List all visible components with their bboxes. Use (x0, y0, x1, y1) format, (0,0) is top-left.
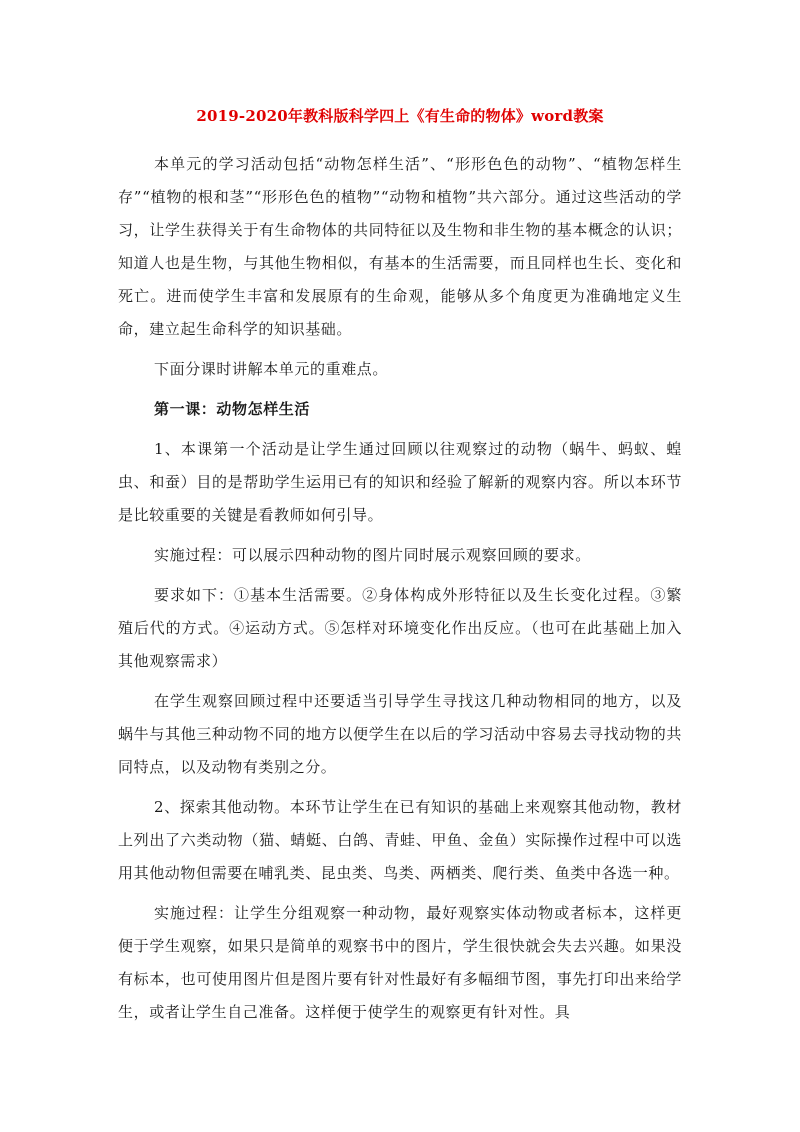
paragraph-overview: 下面分课时讲解本单元的重难点。 (154, 360, 389, 378)
paragraph-activity-2: 2、探索其他动物。本环节让学生在已有知识的基础上来观察其他动物，教材上列出了六类动物（猫、蜻蜓、白鸽、青蛙、甲鱼、金鱼）实际操作过程中可以选用其他动物但需要在哺乳类、昆虫类、鸟类、两栖类、爬行类、鱼类中各选一种。 (118, 798, 682, 882)
paragraph-activity-1: 1、本课第一个活动是让学生通过回顾以往观察过的动物（蜗牛、蚂蚁、蝗虫、和蚕）目的是帮助学生运用已有的知识和经验了解新的观察内容。所以本环节是比较重要的关键是看教师如何引导。 (118, 440, 682, 524)
paragraph-guidance: 在学生观察回顾过程中还要适当引导学生寻找这几种动物相同的地方，以及蜗牛与其他三种动物不同的地方以便学生在以后的学习活动中容易去寻找动物的共同特点，以及动物有类别之分。 (118, 692, 682, 776)
document-body (118, 148, 682, 1036)
paragraph-implementation-2: 实施过程：让学生分组观察一种动物，最好观察实体动物或者标本，这样更便于学生观察，如果只是简单的观察书中的图片，学生很快就会失去兴趣。如果没有标本，也可使用图片但是图片要有针对性最好有多幅细节图，事先打印出来给学生，或者让学生自己准备。这样便于使学生的观察更有针对性。具 (118, 904, 682, 1021)
paragraph-requirements: 要求如下：①基本生活需要。②身体构成外形特征以及生长变化过程。③繁殖后代的方式。④运动方式。⑤怎样对环境变化作出反应。（也可在此基础上加入其他观察需求） (118, 586, 682, 670)
document-title: 2019-2020年教科版科学四上《有生命的物体》word教案 (196, 107, 604, 125)
section-heading-lesson-1: 第一课：动物怎样生活 (154, 400, 311, 418)
paragraph-implementation-1: 实施过程：可以展示四种动物的图片同时展示观察回顾的要求。 (154, 546, 591, 564)
paragraph-intro: 本单元的学习活动包括“动物怎样生活”、“形形色色的动物”、“植物怎样生存”“植物的根和茎”“形形色色的植物”“动物和植物”共六部分。通过这些活动的学习，让学生获得关于有生命物体的共同特征以及生物和非生物的基本概念的认识；知道人也是生物，与其他生物相似，有基本的生活需要，而且同样也生长、变化和死亡。进而使学生丰富和发展原有的生命观，能够从多个角度更为准确地定义生命，建立起生命科学的知识基础。 (118, 155, 682, 338)
